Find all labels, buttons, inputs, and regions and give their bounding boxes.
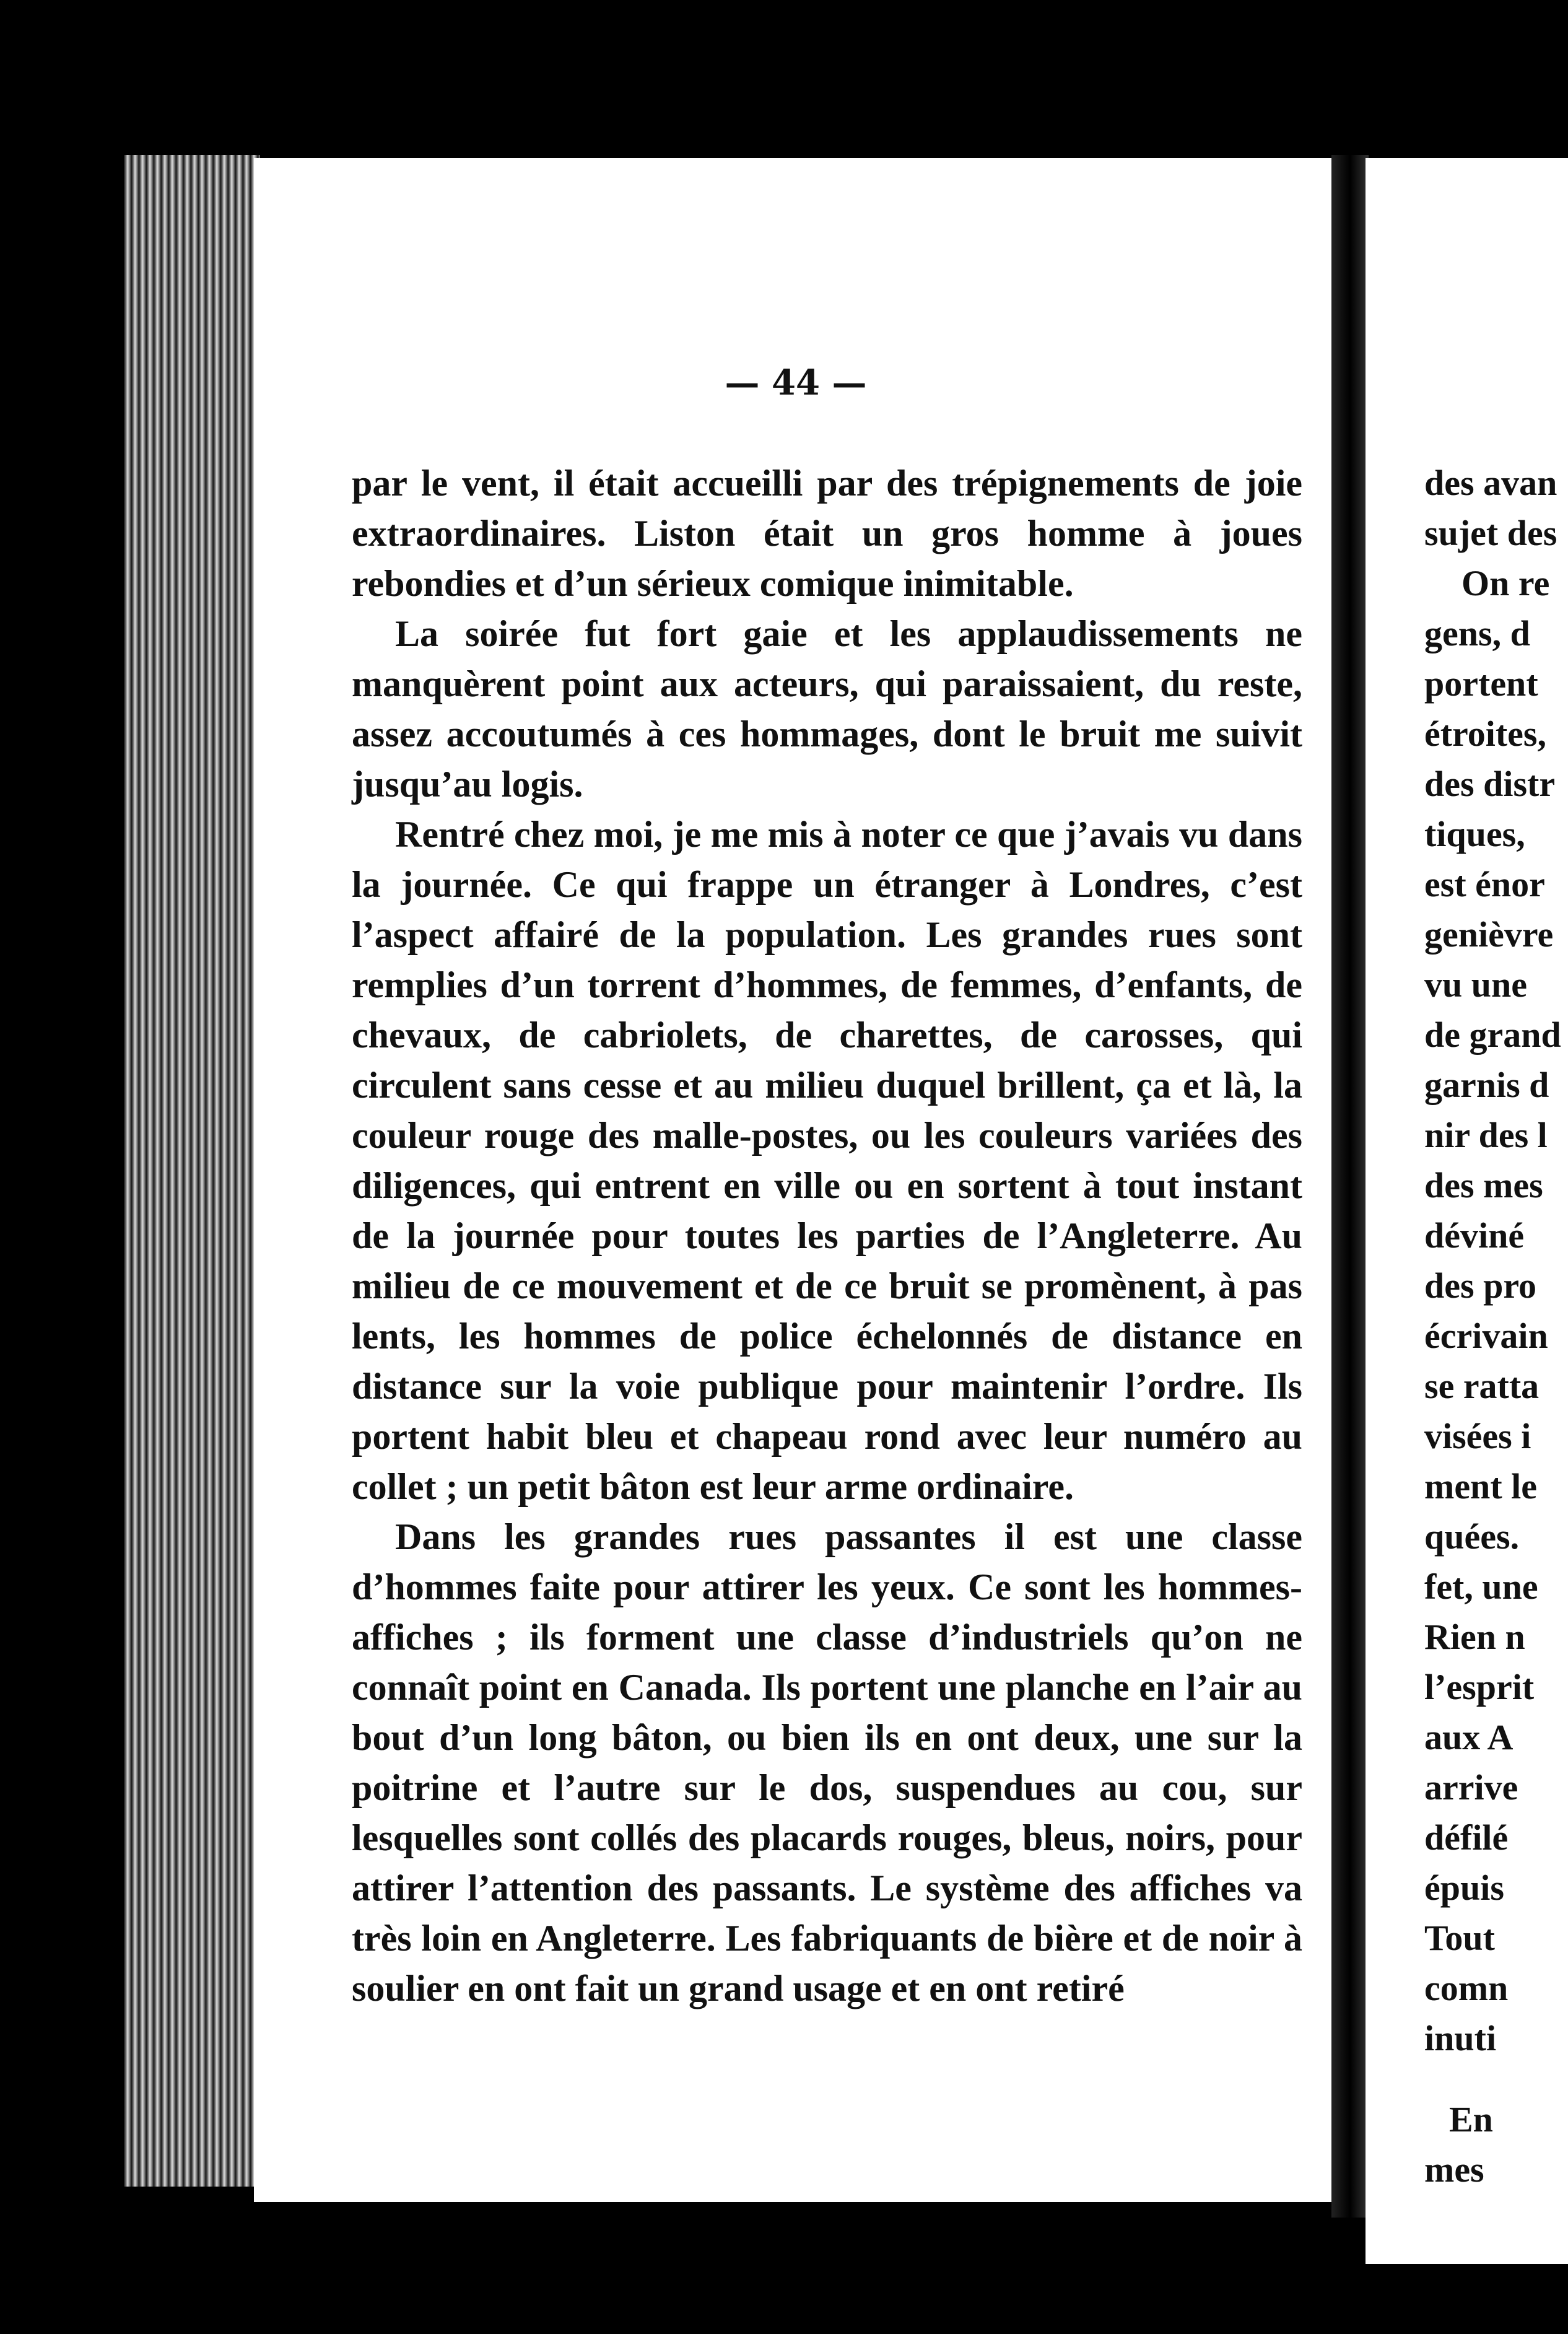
facing-line: épuis bbox=[1424, 1868, 1504, 1908]
paragraph-1: par le vent, il était accueilli par des trépignements de joie extraordinaires. Liston était un gros homme à joues rebondies et d’un sérieux comique inimitable. bbox=[352, 463, 1302, 604]
facing-line: fet, une bbox=[1424, 1567, 1538, 1607]
paragraph-4: Dans les grandes rues passantes il est une classe d’hommes faite pour attirer les yeux. Ce sont les hommes-affiches ; ils forment une classe d’industriels qu’on ne connaît point en Canada. Ils portent une planche en l’air au bout d’un long bâton, ou bien ils en ont deux, une sur la poitrine et l’autre sur le dos, suspendues au cou, sur lesquelles sont collés des placards rouges, bleus, noirs, pour attirer l’attention des passants. Le système des affiches va très loin en Angleterre. Les fabriquants de bière et de noir à soulier en ont fait un grand usage et en ont retiré bbox=[352, 1516, 1302, 2009]
facing-line: l’esprit bbox=[1424, 1667, 1535, 1707]
facing-line: écrivain bbox=[1424, 1316, 1548, 1356]
facing-line: arrive bbox=[1424, 1767, 1518, 1807]
page-number: — 44 — bbox=[725, 362, 867, 403]
facing-line: inuti bbox=[1424, 2018, 1497, 2058]
facing-line: genièvre bbox=[1424, 914, 1554, 955]
facing-line: ment le bbox=[1424, 1466, 1537, 1506]
facing-line: mes bbox=[1424, 2149, 1484, 2190]
paragraph-3: Rentré chez moi, je me mis à noter ce que j’avais vu dans la journée. Ce qui frappe un étranger à Londres, c’est l’aspect affairé de la population. Les grandes rues sont remplies d’un torrent d’hommes, de femmes, d’enfants, de chevaux, de cabriolets, de charettes, de carosses, qui circulent sans cesse et au milieu duquel brillent, ça et là, la couleur rouge des malle-postes, ou les couleurs variées des diligences, qui entrent en ville ou en sortent à tout instant de la journée pour toutes les parties de l’Angleterre. Au milieu de ce mouvement et de ce bruit se promènent, à pas lents, les hommes de police échelonnés de distance en distance sur la voie publique pour maintenir l’ordre. Ils portent habit bleu et chapeau rond avec leur numéro au collet ; un petit bâton est leur arme ordinaire. bbox=[352, 814, 1302, 1507]
facing-line: Tout bbox=[1424, 1918, 1495, 1958]
facing-line: aux A bbox=[1424, 1717, 1514, 1757]
facing-line: des distr bbox=[1424, 764, 1556, 804]
page-edge bbox=[124, 155, 260, 2187]
facing-line: des avan bbox=[1424, 463, 1557, 503]
facing-line: est énor bbox=[1424, 864, 1545, 904]
facing-page-text bbox=[1424, 458, 1568, 2195]
facing-line: défilé bbox=[1424, 1817, 1509, 1858]
facing-line: visées i bbox=[1424, 1416, 1531, 1456]
facing-line: On re bbox=[1461, 563, 1550, 603]
body-text bbox=[352, 458, 1302, 2014]
facing-line: vu une bbox=[1424, 964, 1528, 1005]
facing-line: comn bbox=[1424, 1968, 1509, 2008]
facing-line: étroites, bbox=[1424, 714, 1546, 754]
facing-line: portent bbox=[1424, 663, 1538, 704]
facing-line: En bbox=[1449, 2099, 1493, 2140]
facing-line: des pro bbox=[1424, 1265, 1537, 1306]
facing-line: nir des l bbox=[1424, 1115, 1548, 1155]
facing-line: de grand bbox=[1424, 1015, 1561, 1055]
facing-line: des mes bbox=[1424, 1165, 1543, 1205]
left-page bbox=[254, 158, 1338, 2202]
facing-line: tiques, bbox=[1424, 814, 1525, 854]
facing-line: sujet des bbox=[1424, 513, 1557, 553]
facing-line: quées. bbox=[1424, 1516, 1520, 1557]
facing-line: garnis d bbox=[1424, 1065, 1549, 1105]
facing-page bbox=[1365, 158, 1568, 2264]
facing-line: se ratta bbox=[1424, 1366, 1540, 1406]
facing-gap bbox=[1424, 2063, 1568, 2094]
spine-shadow bbox=[1331, 155, 1369, 2218]
facing-line: déviné bbox=[1424, 1215, 1525, 1256]
paragraph-2: La soirée fut fort gaie et les applaudissements ne manquèrent point aux acteurs, qui paraissaient, du reste, assez accoutumés à ces hommages, dont le bruit me suivit jusqu’au logis. bbox=[352, 613, 1302, 805]
facing-line: gens, d bbox=[1424, 613, 1530, 653]
facing-line: Rien n bbox=[1424, 1617, 1525, 1657]
